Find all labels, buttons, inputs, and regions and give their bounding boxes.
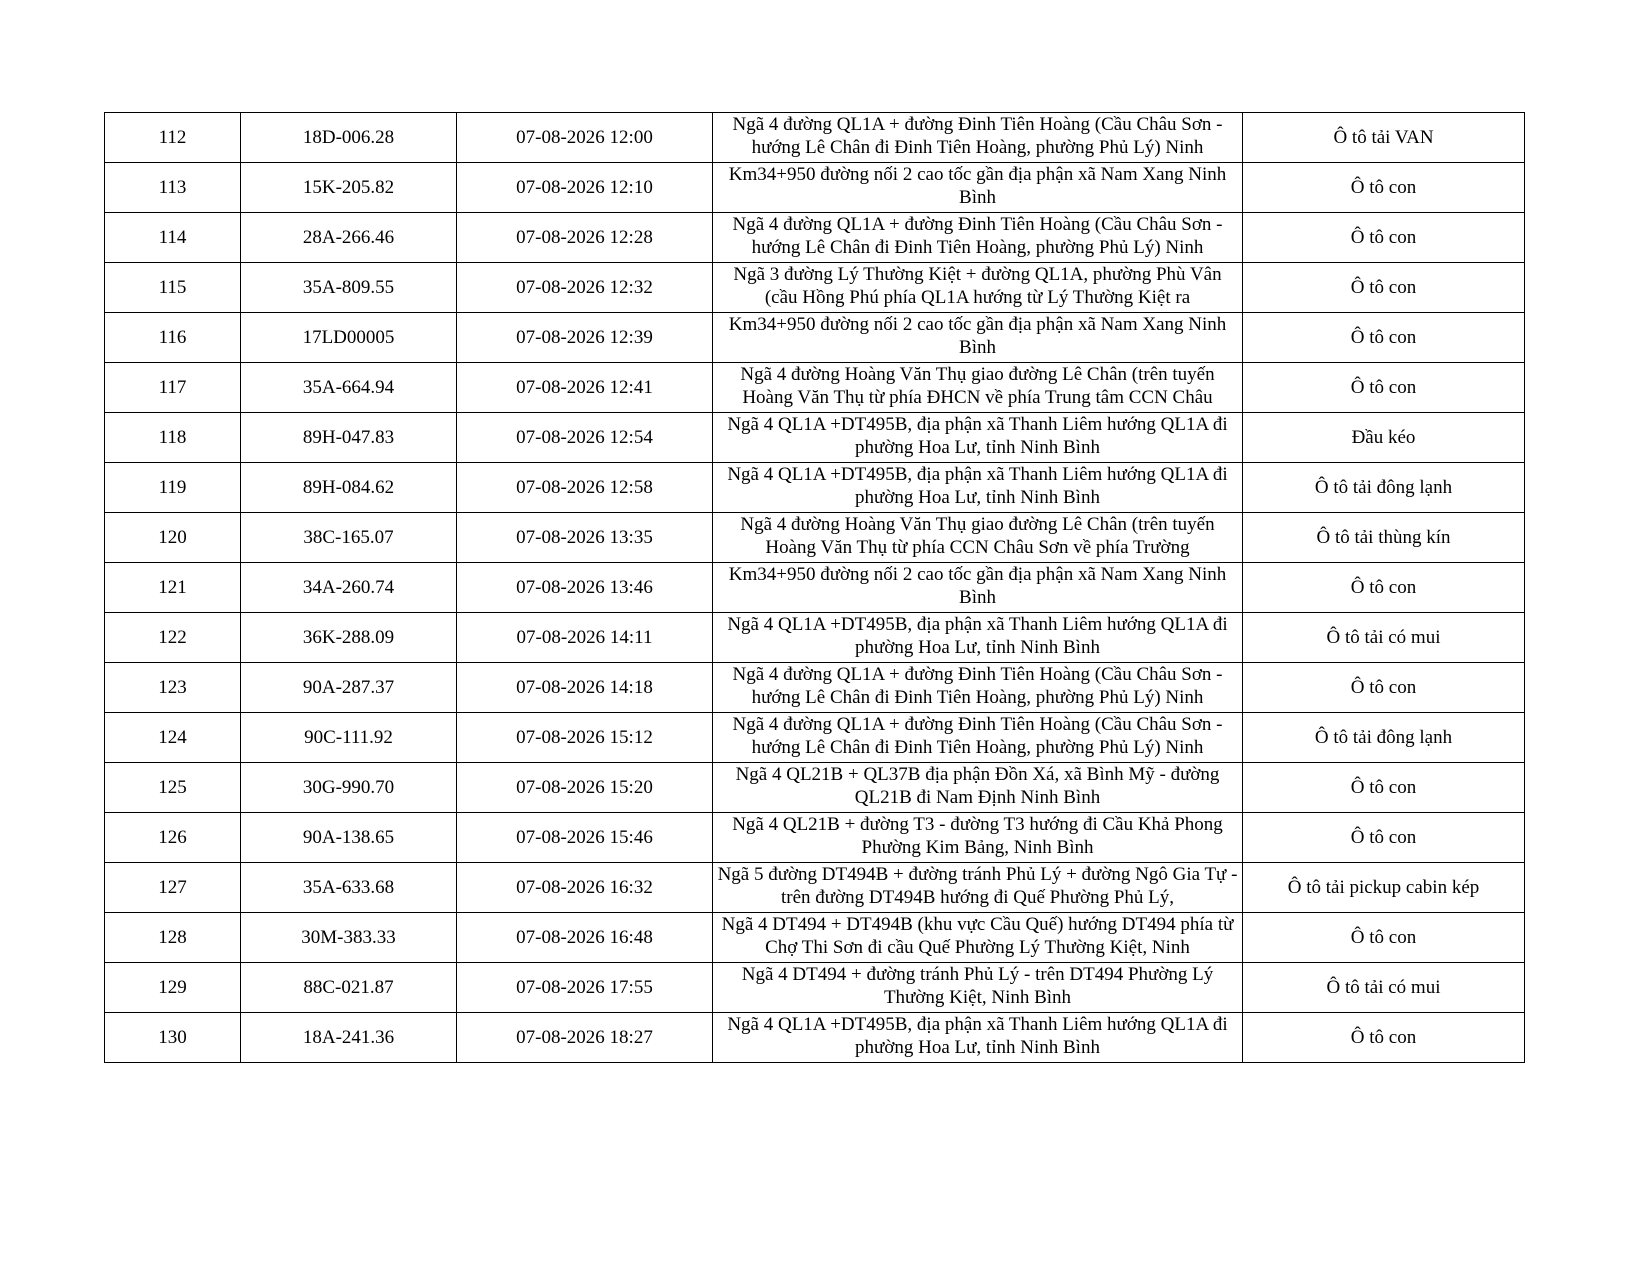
cell-vehicle-type: Ô tô tải VAN	[1243, 113, 1525, 163]
cell-violation-location	[713, 313, 1243, 363]
table-row	[105, 363, 1525, 413]
cell-license-plate: 18A-241.36	[241, 1013, 457, 1063]
violation-location-text: Ngã 4 đường QL1A + đường Đinh Tiên Hoàng (Cầu Châu Sơn - hướng Lê Chân đi Đinh Tiên Hoàng, phường Phủ Lý) Ninh	[732, 714, 1223, 758]
cell-vehicle-type: Ô tô con	[1243, 1013, 1525, 1063]
cell-violation-location	[713, 463, 1243, 513]
violation-location-text: Ngã 4 QL1A +DT495B, địa phận xã Thanh Liêm hướng QL1A đi phường Hoa Lư, tỉnh Ninh Bình	[727, 614, 1228, 658]
cell-license-plate: 35A-809.55	[241, 263, 457, 313]
cell-violation-location	[713, 363, 1243, 413]
cell-violation-location	[713, 863, 1243, 913]
cell-violation-time: 07-08-2026 12:00	[457, 113, 713, 163]
cell-license-plate: 30M-383.33	[241, 913, 457, 963]
cell-row-number: 120	[105, 513, 241, 563]
violation-location-text: Ngã 4 DT494 + DT494B (khu vực Cầu Quế) hướng DT494 phía từ Chợ Thi Sơn đi cầu Quế Phường Lý Thường Kiệt, Ninh	[721, 914, 1234, 958]
table-row	[105, 963, 1525, 1013]
table-row	[105, 113, 1525, 163]
violation-location-text: Ngã 4 đường Hoàng Văn Thụ giao đường Lê Chân (trên tuyến Hoàng Văn Thụ từ phía CCN Châu Sơn về phía Trường	[740, 514, 1215, 558]
cell-violation-location	[713, 613, 1243, 663]
cell-row-number: 115	[105, 263, 241, 313]
table-row	[105, 313, 1525, 363]
table-row	[105, 213, 1525, 263]
cell-row-number: 121	[105, 563, 241, 613]
cell-violation-time: 07-08-2026 15:20	[457, 763, 713, 813]
cell-row-number: 113	[105, 163, 241, 213]
cell-row-number: 130	[105, 1013, 241, 1063]
table-row	[105, 513, 1525, 563]
cell-row-number: 124	[105, 713, 241, 763]
cell-violation-time: 07-08-2026 17:55	[457, 963, 713, 1013]
cell-license-plate: 90A-138.65	[241, 813, 457, 863]
cell-license-plate: 90A-287.37	[241, 663, 457, 713]
cell-row-number: 118	[105, 413, 241, 463]
cell-violation-time: 07-08-2026 13:35	[457, 513, 713, 563]
cell-vehicle-type: Ô tô con	[1243, 563, 1525, 613]
cell-violation-time: 07-08-2026 12:58	[457, 463, 713, 513]
cell-license-plate: 15K-205.82	[241, 163, 457, 213]
cell-license-plate: 36K-288.09	[241, 613, 457, 663]
table-body	[105, 113, 1525, 1063]
cell-row-number: 129	[105, 963, 241, 1013]
table-row	[105, 563, 1525, 613]
cell-violation-location	[713, 113, 1243, 163]
cell-row-number: 114	[105, 213, 241, 263]
table-row	[105, 463, 1525, 513]
cell-vehicle-type: Ô tô con	[1243, 663, 1525, 713]
table-row	[105, 813, 1525, 863]
cell-license-plate: 30G-990.70	[241, 763, 457, 813]
cell-row-number: 116	[105, 313, 241, 363]
violation-location-text: Km34+950 đường nối 2 cao tốc gần địa phận xã Nam Xang Ninh Bình	[728, 564, 1227, 608]
cell-violation-time: 07-08-2026 14:11	[457, 613, 713, 663]
cell-license-plate: 34A-260.74	[241, 563, 457, 613]
violation-location-text: Ngã 4 đường QL1A + đường Đinh Tiên Hoàng (Cầu Châu Sơn - hướng Lê Chân đi Đinh Tiên Hoàng, phường Phủ Lý) Ninh	[732, 664, 1223, 708]
cell-license-plate: 38C-165.07	[241, 513, 457, 563]
cell-violation-time: 07-08-2026 13:46	[457, 563, 713, 613]
cell-violation-location	[713, 563, 1243, 613]
table-row	[105, 613, 1525, 663]
cell-vehicle-type: Ô tô con	[1243, 163, 1525, 213]
cell-violation-location	[713, 763, 1243, 813]
cell-violation-time: 07-08-2026 12:32	[457, 263, 713, 313]
violation-location-text: Ngã 5 đường DT494B + đường tránh Phủ Lý + đường Ngô Gia Tự - trên đường DT494B hướng đi Quế Phường Phủ Lý,	[717, 864, 1238, 908]
cell-license-plate: 35A-664.94	[241, 363, 457, 413]
violation-location-text: Ngã 4 DT494 + đường tránh Phủ Lý - trên DT494 Phường Lý Thường Kiệt, Ninh Bình	[741, 964, 1214, 1008]
cell-violation-location	[713, 663, 1243, 713]
cell-row-number: 123	[105, 663, 241, 713]
cell-violation-location	[713, 163, 1243, 213]
table-row	[105, 163, 1525, 213]
table-row	[105, 663, 1525, 713]
cell-row-number: 128	[105, 913, 241, 963]
cell-violation-location	[713, 413, 1243, 463]
violation-location-text: Ngã 4 QL1A +DT495B, địa phận xã Thanh Liêm hướng QL1A đi phường Hoa Lư, tỉnh Ninh Bình	[727, 1014, 1228, 1058]
cell-license-plate: 28A-266.46	[241, 213, 457, 263]
cell-license-plate: 89H-047.83	[241, 413, 457, 463]
violation-location-text: Ngã 4 đường Hoàng Văn Thụ giao đường Lê Chân (trên tuyến Hoàng Văn Thụ từ phía ĐHCN về phía Trung tâm CCN Châu	[740, 364, 1215, 408]
table-row	[105, 1013, 1525, 1063]
cell-violation-time: 07-08-2026 12:54	[457, 413, 713, 463]
table-row	[105, 913, 1525, 963]
cell-violation-location	[713, 213, 1243, 263]
cell-row-number: 119	[105, 463, 241, 513]
cell-vehicle-type: Ô tô con	[1243, 363, 1525, 413]
cell-row-number: 127	[105, 863, 241, 913]
cell-row-number: 126	[105, 813, 241, 863]
violation-location-text: Ngã 3 đường Lý Thường Kiệt + đường QL1A, phường Phù Vân (cầu Hồng Phú phía QL1A hướng từ Lý Thường Kiệt ra	[733, 264, 1222, 308]
cell-violation-time: 07-08-2026 15:12	[457, 713, 713, 763]
table-row	[105, 763, 1525, 813]
cell-row-number: 125	[105, 763, 241, 813]
cell-violation-time: 07-08-2026 12:28	[457, 213, 713, 263]
cell-vehicle-type: Ô tô tải đông lạnh	[1243, 463, 1525, 513]
cell-license-plate: 90C-111.92	[241, 713, 457, 763]
cell-violation-time: 07-08-2026 18:27	[457, 1013, 713, 1063]
cell-vehicle-type: Ô tô con	[1243, 813, 1525, 863]
violations-table	[104, 112, 1525, 1063]
table-row	[105, 863, 1525, 913]
cell-row-number: 117	[105, 363, 241, 413]
violation-location-text: Km34+950 đường nối 2 cao tốc gần địa phận xã Nam Xang Ninh Bình	[728, 314, 1227, 358]
cell-violation-location	[713, 513, 1243, 563]
cell-vehicle-type: Ô tô tải có mui	[1243, 963, 1525, 1013]
cell-vehicle-type: Ô tô con	[1243, 913, 1525, 963]
cell-license-plate: 18D-006.28	[241, 113, 457, 163]
violation-location-text: Km34+950 đường nối 2 cao tốc gần địa phận xã Nam Xang Ninh Bình	[728, 164, 1227, 208]
cell-violation-location	[713, 1013, 1243, 1063]
violation-location-text: Ngã 4 QL1A +DT495B, địa phận xã Thanh Liêm hướng QL1A đi phường Hoa Lư, tỉnh Ninh Bình	[727, 464, 1228, 508]
cell-vehicle-type: Ô tô tải có mui	[1243, 613, 1525, 663]
cell-violation-location	[713, 813, 1243, 863]
cell-vehicle-type: Ô tô con	[1243, 313, 1525, 363]
violation-location-text: Ngã 4 QL21B + đường T3 - đường T3 hướng đi Cầu Khả Phong Phường Kim Bảng, Ninh Bình	[732, 814, 1223, 858]
cell-vehicle-type: Ô tô tải pickup cabin kép	[1243, 863, 1525, 913]
cell-license-plate: 89H-084.62	[241, 463, 457, 513]
cell-vehicle-type: Ô tô tải đông lạnh	[1243, 713, 1525, 763]
cell-license-plate: 17LD00005	[241, 313, 457, 363]
cell-row-number: 112	[105, 113, 241, 163]
cell-violation-time: 07-08-2026 16:32	[457, 863, 713, 913]
cell-vehicle-type: Ô tô con	[1243, 263, 1525, 313]
cell-row-number: 122	[105, 613, 241, 663]
violation-location-text: Ngã 4 đường QL1A + đường Đinh Tiên Hoàng (Cầu Châu Sơn - hướng Lê Chân đi Đinh Tiên Hoàng, phường Phủ Lý) Ninh	[732, 214, 1223, 258]
violation-location-text: Ngã 4 đường QL1A + đường Đinh Tiên Hoàng (Cầu Châu Sơn - hướng Lê Chân đi Đinh Tiên Hoàng, phường Phủ Lý) Ninh	[732, 114, 1223, 158]
cell-license-plate: 88C-021.87	[241, 963, 457, 1013]
table-row	[105, 713, 1525, 763]
cell-violation-location	[713, 713, 1243, 763]
cell-violation-time: 07-08-2026 14:18	[457, 663, 713, 713]
cell-license-plate: 35A-633.68	[241, 863, 457, 913]
cell-violation-time: 07-08-2026 12:41	[457, 363, 713, 413]
violation-location-text: Ngã 4 QL21B + QL37B địa phận Đồn Xá, xã Bình Mỹ - đường QL21B đi Nam Định Ninh Bình	[735, 764, 1220, 808]
cell-violation-location	[713, 963, 1243, 1013]
cell-vehicle-type: Đầu kéo	[1243, 413, 1525, 463]
cell-violation-time: 07-08-2026 15:46	[457, 813, 713, 863]
cell-violation-location	[713, 263, 1243, 313]
table-row	[105, 263, 1525, 313]
violation-location-text: Ngã 4 QL1A +DT495B, địa phận xã Thanh Liêm hướng QL1A đi phường Hoa Lư, tỉnh Ninh Bình	[727, 414, 1228, 458]
cell-violation-time: 07-08-2026 16:48	[457, 913, 713, 963]
cell-violation-time: 07-08-2026 12:39	[457, 313, 713, 363]
cell-violation-location	[713, 913, 1243, 963]
cell-vehicle-type: Ô tô tải thùng kín	[1243, 513, 1525, 563]
cell-violation-time: 07-08-2026 12:10	[457, 163, 713, 213]
table-row	[105, 413, 1525, 463]
cell-vehicle-type: Ô tô con	[1243, 763, 1525, 813]
cell-vehicle-type: Ô tô con	[1243, 213, 1525, 263]
